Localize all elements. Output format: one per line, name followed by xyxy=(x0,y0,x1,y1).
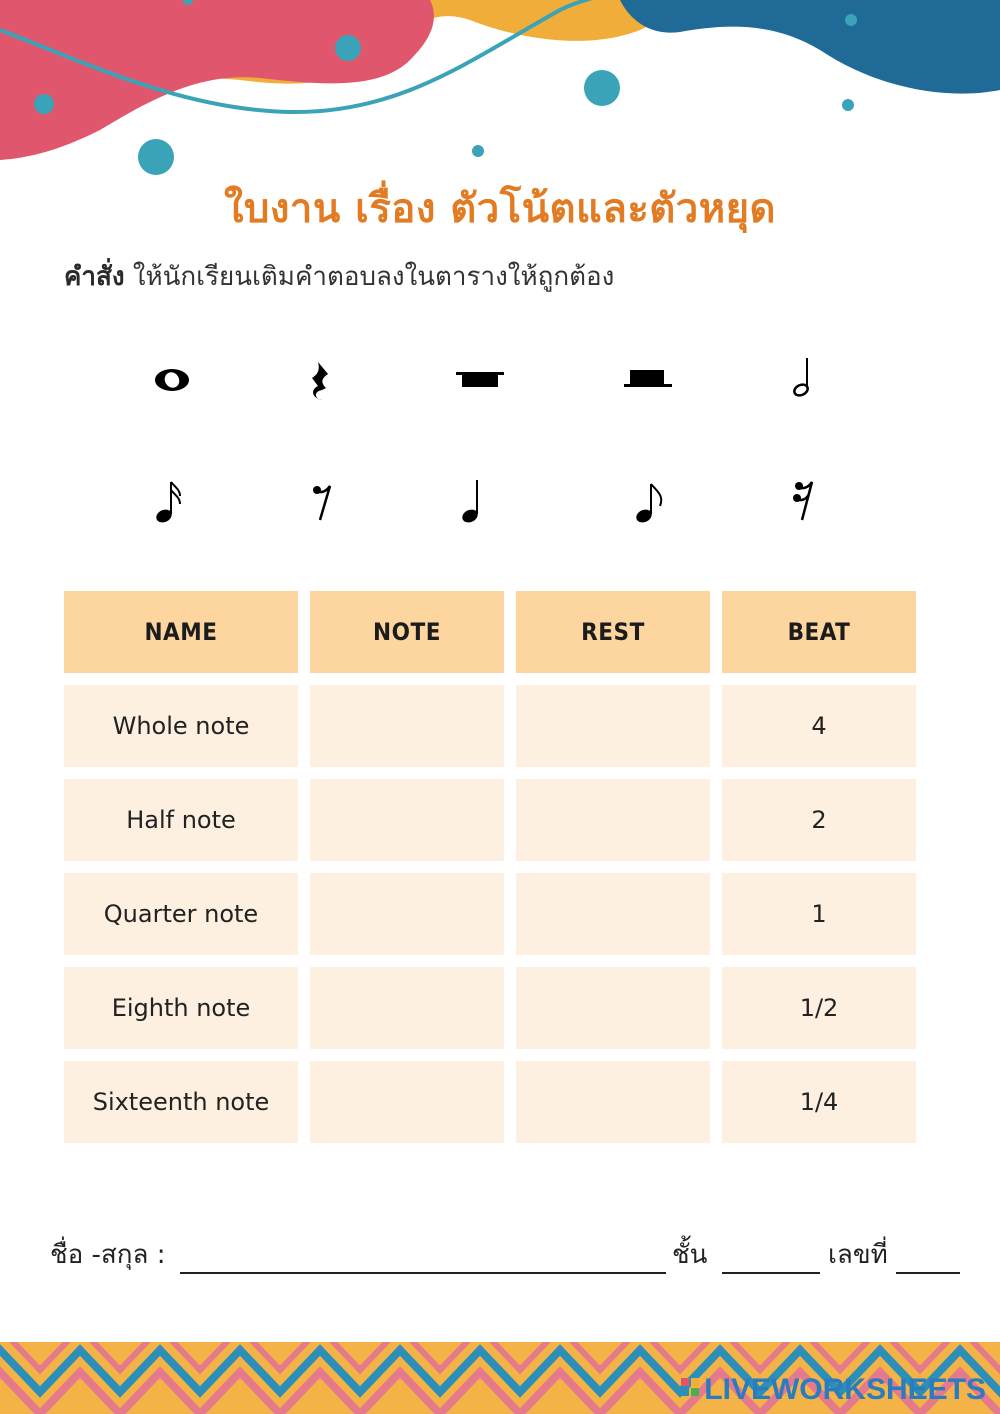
whole-note-icon xyxy=(132,340,212,420)
header-beat: BEAT xyxy=(722,591,916,673)
cell-rest-input[interactable] xyxy=(516,1061,710,1143)
quarter-note-icon xyxy=(434,462,514,542)
cell-beat: 2 xyxy=(722,779,916,861)
cell-name: Eighth note xyxy=(64,967,298,1049)
cell-beat: 1/4 xyxy=(722,1061,916,1143)
number-label: เลขที่ xyxy=(828,1240,888,1270)
number-line[interactable] xyxy=(896,1272,960,1274)
cell-note-input[interactable] xyxy=(310,967,504,1049)
cell-beat: 1/2 xyxy=(722,967,916,1049)
whole-rest-icon xyxy=(606,340,686,420)
half-note-icon xyxy=(764,340,844,420)
class-line[interactable] xyxy=(722,1272,820,1274)
worksheet-title: ใบงาน เรื่อง ตัวโน้ตและตัวหยุด xyxy=(223,186,777,232)
cell-rest-input[interactable] xyxy=(516,685,710,767)
answer-table xyxy=(64,591,916,1143)
instruction-text: ให้นักเรียนเติมคำตอบลงในตารางให้ถูกต้อง xyxy=(132,262,615,292)
student-info xyxy=(50,1234,960,1278)
header-rest: REST xyxy=(516,591,710,673)
cell-name: Whole note xyxy=(64,685,298,767)
class-label: ชั้น xyxy=(672,1240,708,1270)
cell-beat: 4 xyxy=(722,685,916,767)
cell-name: Half note xyxy=(64,779,298,861)
cell-rest-input[interactable] xyxy=(516,779,710,861)
cell-name: Sixteenth note xyxy=(64,1061,298,1143)
liveworksheets-logo xyxy=(680,1373,986,1407)
cell-name: Quarter note xyxy=(64,873,298,955)
cell-rest-input[interactable] xyxy=(516,967,710,1049)
quarter-rest-icon xyxy=(282,340,362,420)
sixteenth-rest-icon xyxy=(766,462,846,542)
eighth-rest-icon xyxy=(284,462,364,542)
instruction-label: คำสั่ง xyxy=(64,262,125,292)
cell-note-input[interactable] xyxy=(310,685,504,767)
cell-note-input[interactable] xyxy=(310,873,504,955)
logo-icon xyxy=(680,1376,700,1404)
header-decoration xyxy=(0,0,1000,200)
brand-text: LIVEWORKSHEETS xyxy=(704,1373,986,1406)
sixteenth-note-icon xyxy=(128,462,208,542)
name-label: ชื่อ -สกุล : xyxy=(50,1240,166,1270)
header-name: NAME xyxy=(64,591,298,673)
instruction xyxy=(64,256,614,297)
cell-note-input[interactable] xyxy=(310,1061,504,1143)
name-line[interactable] xyxy=(180,1272,666,1274)
header-note: NOTE xyxy=(310,591,504,673)
eighth-note-icon xyxy=(608,462,688,542)
cell-note-input[interactable] xyxy=(310,779,504,861)
half-rest-icon xyxy=(440,340,520,420)
cell-beat: 1 xyxy=(722,873,916,955)
cell-rest-input[interactable] xyxy=(516,873,710,955)
music-symbols xyxy=(0,340,1000,540)
